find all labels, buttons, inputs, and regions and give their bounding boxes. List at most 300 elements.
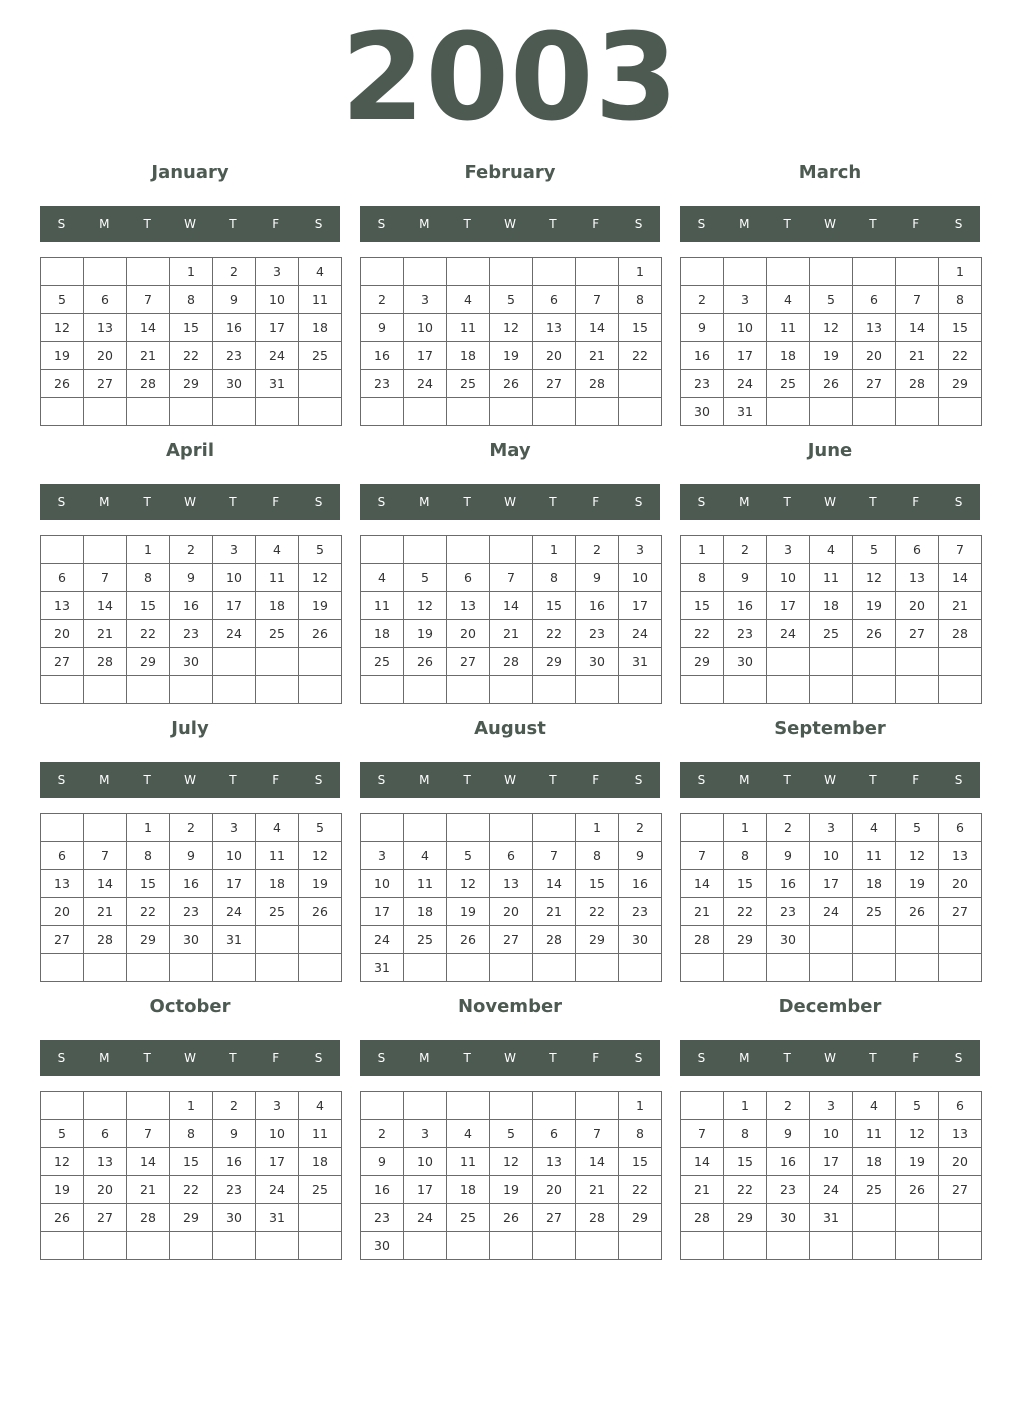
day-cell: 20 xyxy=(490,898,533,926)
day-cell: 17 xyxy=(213,592,256,620)
day-cell: 28 xyxy=(681,926,724,954)
weekday-label: S xyxy=(954,1051,963,1065)
day-cell: 22 xyxy=(681,620,724,648)
weekday-label: W xyxy=(504,495,516,509)
weekday-label: W xyxy=(184,495,196,509)
day-cell: 12 xyxy=(299,842,342,870)
day-cell: 29 xyxy=(576,926,619,954)
weekday-header xyxy=(680,484,980,520)
day-cell: 31 xyxy=(619,648,662,676)
day-cell xyxy=(170,676,213,704)
weekday-label: F xyxy=(592,495,600,509)
weekday-label: T xyxy=(463,217,471,231)
day-cell: 6 xyxy=(84,286,127,314)
day-cell: 12 xyxy=(853,564,896,592)
day-cell xyxy=(361,398,404,426)
day-cell: 6 xyxy=(939,1092,982,1120)
day-cell: 26 xyxy=(896,898,939,926)
day-cell: 14 xyxy=(533,870,576,898)
day-cell: 28 xyxy=(84,926,127,954)
day-cell: 26 xyxy=(41,370,84,398)
day-cell: 23 xyxy=(576,620,619,648)
day-cell: 1 xyxy=(170,258,213,286)
day-cell: 22 xyxy=(724,898,767,926)
day-cell: 10 xyxy=(810,842,853,870)
day-cell: 18 xyxy=(404,898,447,926)
weekday-label: T xyxy=(229,773,237,787)
day-cell: 4 xyxy=(447,1120,490,1148)
day-cell: 23 xyxy=(724,620,767,648)
day-cell: 22 xyxy=(724,1176,767,1204)
day-cell: 30 xyxy=(213,1204,256,1232)
day-cell: 1 xyxy=(681,536,724,564)
day-cell: 19 xyxy=(810,342,853,370)
weekday-label: S xyxy=(377,1051,386,1065)
day-cell: 20 xyxy=(533,1176,576,1204)
day-cell: 19 xyxy=(853,592,896,620)
day-cell: 5 xyxy=(490,286,533,314)
day-cell xyxy=(939,1204,982,1232)
weekday-label: T xyxy=(549,217,557,231)
day-cell: 26 xyxy=(490,370,533,398)
day-cell xyxy=(127,954,170,982)
day-cell: 17 xyxy=(404,1176,447,1204)
day-cell: 17 xyxy=(724,342,767,370)
day-cell: 25 xyxy=(256,898,299,926)
day-cell: 1 xyxy=(619,258,662,286)
day-cell xyxy=(299,370,342,398)
day-cell xyxy=(447,1232,490,1260)
day-cell: 24 xyxy=(724,370,767,398)
day-cell: 5 xyxy=(404,564,447,592)
weekday-label: T xyxy=(143,495,151,509)
day-cell: 22 xyxy=(127,620,170,648)
day-cell xyxy=(939,926,982,954)
day-cell: 29 xyxy=(681,648,724,676)
day-cell: 2 xyxy=(576,536,619,564)
day-cell: 14 xyxy=(84,592,127,620)
day-cell: 13 xyxy=(84,314,127,342)
day-cell: 15 xyxy=(127,870,170,898)
weekday-label: T xyxy=(229,495,237,509)
day-cell: 26 xyxy=(404,648,447,676)
day-cell: 18 xyxy=(299,1148,342,1176)
day-cell xyxy=(576,258,619,286)
day-cell: 11 xyxy=(256,842,299,870)
day-cell: 4 xyxy=(256,536,299,564)
day-cell: 9 xyxy=(170,564,213,592)
day-cell: 31 xyxy=(213,926,256,954)
day-cell xyxy=(853,398,896,426)
day-cell: 2 xyxy=(170,536,213,564)
day-cell: 9 xyxy=(767,1120,810,1148)
day-cell: 27 xyxy=(939,1176,982,1204)
day-cell: 18 xyxy=(256,592,299,620)
day-cell xyxy=(767,676,810,704)
day-cell: 19 xyxy=(490,1176,533,1204)
day-cell xyxy=(170,1232,213,1260)
day-cell xyxy=(447,954,490,982)
weekday-label: T xyxy=(549,773,557,787)
day-cell: 1 xyxy=(619,1092,662,1120)
day-cell: 15 xyxy=(576,870,619,898)
weekday-label: T xyxy=(869,495,877,509)
day-cell: 12 xyxy=(41,314,84,342)
day-cell: 23 xyxy=(361,1204,404,1232)
day-cell: 27 xyxy=(41,926,84,954)
day-cell: 22 xyxy=(619,1176,662,1204)
day-cell xyxy=(41,676,84,704)
weekday-label: S xyxy=(697,217,706,231)
weekday-label: T xyxy=(869,217,877,231)
day-cell: 20 xyxy=(41,898,84,926)
day-cell: 21 xyxy=(896,342,939,370)
weekday-label: M xyxy=(739,773,750,787)
weekday-label: S xyxy=(697,773,706,787)
day-cell xyxy=(767,648,810,676)
day-cell: 25 xyxy=(767,370,810,398)
day-cell xyxy=(533,1092,576,1120)
month-title: November xyxy=(457,996,563,1017)
day-cell: 22 xyxy=(170,1176,213,1204)
day-cell xyxy=(767,258,810,286)
day-cell xyxy=(896,1232,939,1260)
day-cell: 2 xyxy=(724,536,767,564)
day-cell: 30 xyxy=(170,648,213,676)
day-cell: 5 xyxy=(810,286,853,314)
weekday-label: T xyxy=(783,773,791,787)
day-cell: 14 xyxy=(127,1148,170,1176)
day-cell xyxy=(84,398,127,426)
day-cell: 22 xyxy=(127,898,170,926)
day-cell: 27 xyxy=(896,620,939,648)
day-cell: 28 xyxy=(490,648,533,676)
day-cell: 25 xyxy=(299,1176,342,1204)
day-cell: 2 xyxy=(213,1092,256,1120)
day-cell xyxy=(213,676,256,704)
day-cell: 3 xyxy=(361,842,404,870)
day-cell xyxy=(361,1092,404,1120)
day-cell: 10 xyxy=(619,564,662,592)
day-cell xyxy=(939,1232,982,1260)
day-cell: 26 xyxy=(490,1204,533,1232)
day-cell: 19 xyxy=(404,620,447,648)
day-cell xyxy=(404,398,447,426)
day-cell: 18 xyxy=(361,620,404,648)
day-cell: 18 xyxy=(853,870,896,898)
day-cell: 18 xyxy=(447,342,490,370)
day-cell: 31 xyxy=(810,1204,853,1232)
weekday-label: M xyxy=(739,495,750,509)
day-cell xyxy=(767,954,810,982)
day-cell: 20 xyxy=(84,342,127,370)
day-cell: 15 xyxy=(127,592,170,620)
day-cell xyxy=(490,954,533,982)
day-cell: 16 xyxy=(767,1148,810,1176)
day-cell: 7 xyxy=(939,536,982,564)
day-cell: 1 xyxy=(576,814,619,842)
day-cell xyxy=(853,648,896,676)
day-cell xyxy=(404,676,447,704)
day-cell: 10 xyxy=(213,564,256,592)
weekday-label: M xyxy=(739,217,750,231)
day-cell: 31 xyxy=(724,398,767,426)
weekday-label: T xyxy=(229,1051,237,1065)
day-cell: 13 xyxy=(41,592,84,620)
weekday-label: S xyxy=(57,217,66,231)
day-cell: 7 xyxy=(576,1120,619,1148)
day-cell: 5 xyxy=(447,842,490,870)
day-cell xyxy=(84,258,127,286)
day-cell: 26 xyxy=(41,1204,84,1232)
weekday-header xyxy=(680,762,980,798)
day-cell: 9 xyxy=(361,1148,404,1176)
day-cell xyxy=(447,1092,490,1120)
day-cell: 16 xyxy=(361,342,404,370)
day-cell: 3 xyxy=(619,536,662,564)
day-cell xyxy=(619,1232,662,1260)
day-cell: 16 xyxy=(213,1148,256,1176)
day-cell: 20 xyxy=(533,342,576,370)
day-grid xyxy=(360,1091,662,1260)
day-cell xyxy=(533,398,576,426)
day-cell: 11 xyxy=(256,564,299,592)
day-cell xyxy=(299,676,342,704)
day-cell: 25 xyxy=(256,620,299,648)
day-cell: 26 xyxy=(896,1176,939,1204)
day-cell: 7 xyxy=(127,1120,170,1148)
day-cell: 25 xyxy=(853,898,896,926)
day-cell: 11 xyxy=(361,592,404,620)
day-cell: 18 xyxy=(299,314,342,342)
day-cell: 22 xyxy=(170,342,213,370)
day-grid xyxy=(360,813,662,982)
day-cell: 29 xyxy=(939,370,982,398)
month-title: February xyxy=(464,162,556,183)
day-cell: 27 xyxy=(853,370,896,398)
day-cell: 1 xyxy=(170,1092,213,1120)
day-cell: 11 xyxy=(810,564,853,592)
day-cell: 1 xyxy=(127,536,170,564)
weekday-label: F xyxy=(592,773,600,787)
day-cell xyxy=(41,814,84,842)
weekday-label: T xyxy=(869,1051,877,1065)
day-cell: 21 xyxy=(127,342,170,370)
day-cell xyxy=(127,1232,170,1260)
day-cell xyxy=(299,398,342,426)
day-cell: 8 xyxy=(576,842,619,870)
day-cell: 29 xyxy=(619,1204,662,1232)
day-cell: 13 xyxy=(939,842,982,870)
day-cell: 4 xyxy=(299,258,342,286)
day-cell xyxy=(41,1092,84,1120)
day-cell xyxy=(447,676,490,704)
weekday-label: T xyxy=(463,1051,471,1065)
day-cell xyxy=(299,1204,342,1232)
day-cell: 7 xyxy=(681,842,724,870)
day-cell xyxy=(404,258,447,286)
day-cell: 23 xyxy=(170,898,213,926)
day-cell: 4 xyxy=(447,286,490,314)
weekday-header xyxy=(40,1040,340,1076)
year-title: 2003 xyxy=(341,9,679,148)
day-cell xyxy=(853,676,896,704)
day-cell: 1 xyxy=(724,1092,767,1120)
day-cell: 14 xyxy=(576,1148,619,1176)
day-cell: 9 xyxy=(213,1120,256,1148)
weekday-label: M xyxy=(99,495,110,509)
weekday-label: F xyxy=(592,217,600,231)
day-cell: 3 xyxy=(810,1092,853,1120)
day-cell xyxy=(127,1092,170,1120)
day-grid xyxy=(680,1091,982,1260)
weekday-label: F xyxy=(912,495,920,509)
weekday-label: M xyxy=(419,1051,430,1065)
day-grid xyxy=(360,257,662,426)
day-cell xyxy=(490,676,533,704)
day-cell: 10 xyxy=(810,1120,853,1148)
day-cell: 30 xyxy=(724,648,767,676)
day-cell: 6 xyxy=(533,1120,576,1148)
day-cell xyxy=(724,676,767,704)
day-cell: 11 xyxy=(299,286,342,314)
day-cell: 13 xyxy=(533,314,576,342)
weekday-label: M xyxy=(739,1051,750,1065)
day-cell xyxy=(299,954,342,982)
day-cell: 8 xyxy=(724,1120,767,1148)
day-cell: 19 xyxy=(896,870,939,898)
day-cell xyxy=(576,1232,619,1260)
month-title: June xyxy=(807,440,853,461)
day-grid xyxy=(40,535,342,704)
day-cell: 9 xyxy=(170,842,213,870)
day-cell: 5 xyxy=(299,814,342,842)
day-cell: 22 xyxy=(939,342,982,370)
day-cell xyxy=(256,1232,299,1260)
day-cell: 19 xyxy=(447,898,490,926)
weekday-header xyxy=(360,484,660,520)
day-cell: 19 xyxy=(41,342,84,370)
day-cell: 14 xyxy=(84,870,127,898)
weekday-label: F xyxy=(272,773,280,787)
day-cell: 18 xyxy=(447,1176,490,1204)
day-cell: 5 xyxy=(41,1120,84,1148)
day-cell: 28 xyxy=(533,926,576,954)
month-title: October xyxy=(149,996,231,1017)
day-cell: 3 xyxy=(256,258,299,286)
day-cell xyxy=(576,1092,619,1120)
day-cell: 4 xyxy=(299,1092,342,1120)
weekday-label: W xyxy=(504,773,516,787)
day-cell: 24 xyxy=(404,370,447,398)
day-cell xyxy=(256,926,299,954)
day-cell xyxy=(810,954,853,982)
day-cell: 12 xyxy=(447,870,490,898)
day-cell: 28 xyxy=(896,370,939,398)
day-cell: 15 xyxy=(681,592,724,620)
month-title: January xyxy=(151,162,229,183)
day-cell: 7 xyxy=(576,286,619,314)
day-cell: 31 xyxy=(256,370,299,398)
day-cell: 7 xyxy=(896,286,939,314)
day-cell: 8 xyxy=(170,286,213,314)
day-cell xyxy=(41,954,84,982)
weekday-header xyxy=(360,206,660,242)
weekday-label: T xyxy=(229,217,237,231)
day-cell: 12 xyxy=(41,1148,84,1176)
day-cell xyxy=(490,398,533,426)
day-cell: 21 xyxy=(84,620,127,648)
day-cell: 8 xyxy=(724,842,767,870)
day-cell xyxy=(84,1092,127,1120)
day-cell: 11 xyxy=(767,314,810,342)
day-cell: 29 xyxy=(724,1204,767,1232)
day-cell: 28 xyxy=(576,1204,619,1232)
weekday-label: S xyxy=(697,1051,706,1065)
day-cell: 23 xyxy=(619,898,662,926)
day-cell: 21 xyxy=(576,1176,619,1204)
weekday-label: S xyxy=(314,217,323,231)
weekday-label: M xyxy=(419,773,430,787)
day-cell: 18 xyxy=(853,1148,896,1176)
day-cell: 1 xyxy=(533,536,576,564)
day-cell xyxy=(41,258,84,286)
day-cell: 23 xyxy=(213,1176,256,1204)
day-cell: 7 xyxy=(84,564,127,592)
day-cell: 6 xyxy=(84,1120,127,1148)
day-cell: 20 xyxy=(939,870,982,898)
day-cell: 9 xyxy=(619,842,662,870)
day-cell: 10 xyxy=(213,842,256,870)
day-cell xyxy=(576,954,619,982)
day-cell xyxy=(404,814,447,842)
day-cell: 3 xyxy=(404,286,447,314)
day-cell: 13 xyxy=(853,314,896,342)
day-cell: 13 xyxy=(447,592,490,620)
day-cell: 5 xyxy=(896,1092,939,1120)
day-cell: 19 xyxy=(490,342,533,370)
day-cell: 4 xyxy=(404,842,447,870)
day-cell: 13 xyxy=(939,1120,982,1148)
day-cell: 17 xyxy=(213,870,256,898)
day-cell xyxy=(361,676,404,704)
day-cell: 4 xyxy=(810,536,853,564)
day-cell: 30 xyxy=(361,1232,404,1260)
day-cell: 24 xyxy=(256,1176,299,1204)
weekday-label: M xyxy=(99,217,110,231)
weekday-label: M xyxy=(419,217,430,231)
day-cell: 20 xyxy=(853,342,896,370)
day-cell: 27 xyxy=(41,648,84,676)
weekday-label: W xyxy=(824,217,836,231)
weekday-label: S xyxy=(377,217,386,231)
day-cell xyxy=(361,814,404,842)
day-cell: 17 xyxy=(256,314,299,342)
day-cell: 24 xyxy=(404,1204,447,1232)
day-cell xyxy=(896,258,939,286)
weekday-label: W xyxy=(504,217,516,231)
month-title: December xyxy=(778,996,882,1017)
day-cell: 20 xyxy=(84,1176,127,1204)
day-cell: 21 xyxy=(533,898,576,926)
day-cell xyxy=(404,1232,447,1260)
day-cell: 14 xyxy=(576,314,619,342)
day-grid xyxy=(680,813,982,982)
day-cell: 2 xyxy=(767,814,810,842)
day-cell: 8 xyxy=(619,1120,662,1148)
day-cell xyxy=(896,954,939,982)
day-cell: 5 xyxy=(853,536,896,564)
